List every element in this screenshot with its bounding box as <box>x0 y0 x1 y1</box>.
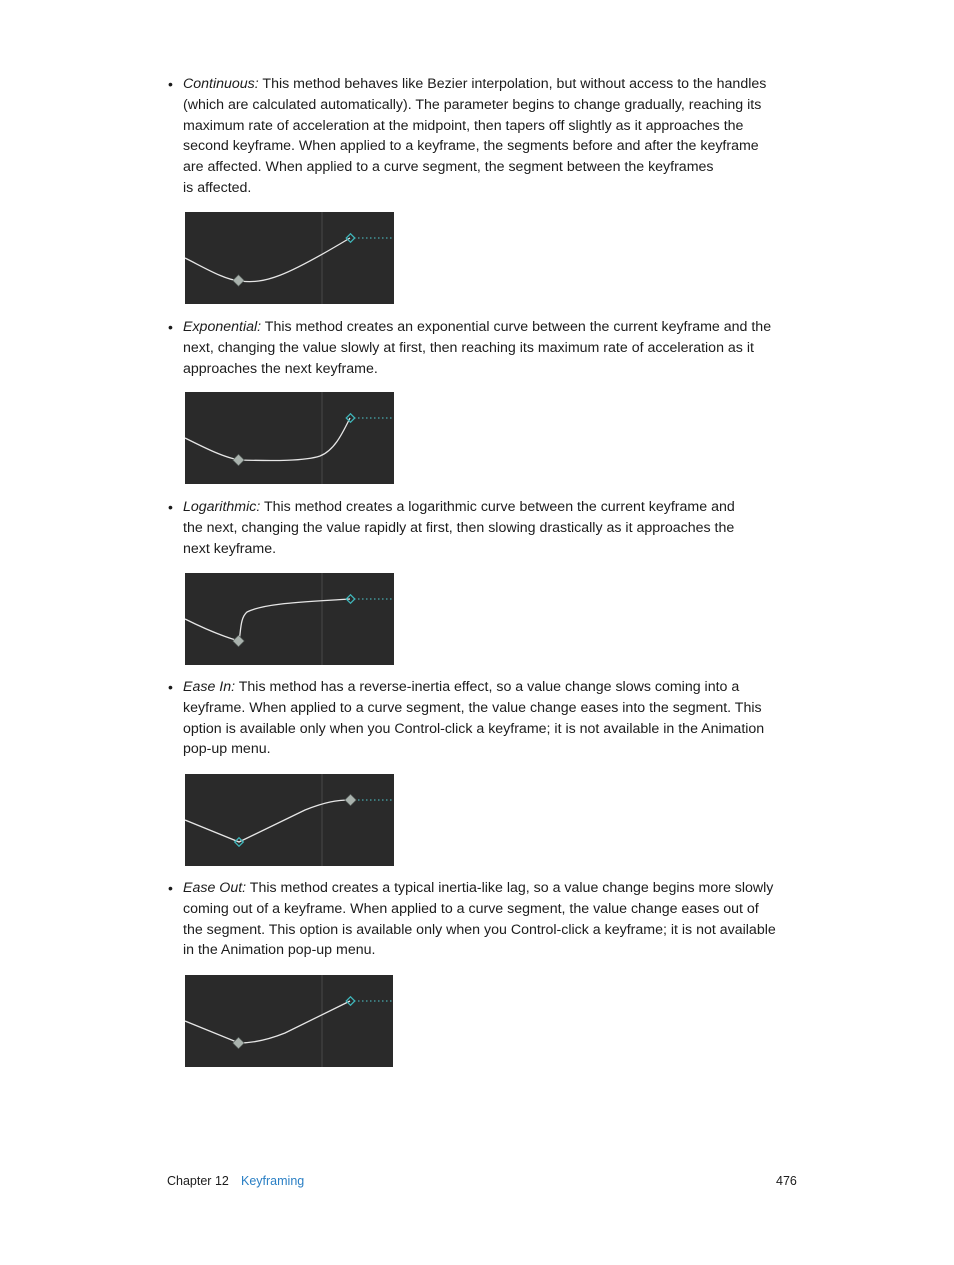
term-exponential: Exponential: <box>183 319 262 335</box>
text-line: are affected. When applied to a curve segment, the segment between the keyframes <box>183 159 714 176</box>
text-line: next, changing the value slowly at first, then reaching its maximum rate of acceleration as it <box>183 339 754 356</box>
term-ease-out: Ease Out: <box>183 880 247 896</box>
term-ease-in: Ease In: <box>183 679 236 695</box>
curve-path <box>185 599 350 641</box>
bullet-logarithmic: • <box>168 499 173 515</box>
text-line: This method has a reverse-inertia effect, so a value change slows coming into a <box>238 679 740 695</box>
selected-keyframe-diamond <box>346 414 354 422</box>
curve-path <box>185 418 350 461</box>
selected-keyframe-diamond <box>346 234 354 242</box>
curve-path <box>185 1001 350 1043</box>
text-line: This method creates a logarithmic curve between the current keyframe and <box>263 499 735 515</box>
curve-path <box>185 238 350 282</box>
text-line: the segment. This option is available only when you Control-click a keyframe; it is not available <box>183 921 776 938</box>
continuous-curve-graph <box>185 212 394 304</box>
paragraph-exponential <box>183 317 798 379</box>
logarithmic-curve-graph <box>185 573 394 665</box>
bullet-ease-in: • <box>168 679 173 695</box>
text-line: pop-up menu. <box>183 741 271 758</box>
text-line: the next, changing the value rapidly at first, then slowing drastically as it approaches the <box>183 519 735 536</box>
text-line: next keyframe. <box>183 540 277 557</box>
text-line: option is available only when you Control-click a keyframe; it is not available in the Animation <box>183 720 765 737</box>
page-number: 476 <box>776 1174 797 1188</box>
term-logarithmic: Logarithmic: <box>183 499 261 515</box>
keyframe-diamond <box>345 794 356 805</box>
text-line: maximum rate of acceleration at the midpoint, then tapers off slightly as it approaches the <box>183 117 744 134</box>
footer-section-link[interactable]: Keyframing <box>241 1174 305 1188</box>
exponential-curve-graph <box>185 392 394 484</box>
text-line: is affected. <box>183 179 252 196</box>
text-line: second keyframe. When applied to a keyframe, the segments before and after the keyframe <box>183 138 759 155</box>
keyframe-diamond <box>233 1037 244 1048</box>
bullet-exponential: • <box>168 319 173 335</box>
text-line: in the Animation pop-up menu. <box>183 942 376 959</box>
text-line: (which are calculated automatically). The parameter begins to change gradually, reaching its <box>183 96 762 113</box>
keyframe-diamond <box>233 454 244 465</box>
text-line: This method creates an exponential curve between the current keyframe and the <box>264 319 772 335</box>
text-line: approaches the next keyframe. <box>183 360 378 377</box>
ease-in-curve-graph <box>185 774 394 866</box>
bullet-continuous: • <box>168 76 173 92</box>
term-continuous: Continuous: <box>183 76 259 92</box>
footer-chapter: Chapter 12 <box>167 1174 229 1188</box>
text-line: This method creates a typical inertia-like lag, so a value change begins more slowly <box>249 880 774 896</box>
paragraph-continuous <box>183 74 798 199</box>
bullet-ease-out: • <box>168 880 173 896</box>
curve-path <box>185 800 350 842</box>
paragraph-ease-in <box>183 677 798 760</box>
paragraph-ease-out <box>183 878 798 961</box>
selected-keyframe-diamond <box>346 997 354 1005</box>
keyframe-diamond <box>233 275 244 286</box>
paragraph-logarithmic <box>183 497 798 559</box>
keyframe-diamond <box>233 635 244 646</box>
text-line: keyframe. When applied to a curve segment, the value change eases into the segment. This <box>183 699 762 716</box>
text-line: This method behaves like Bezier interpolation, but without access to the handles <box>262 76 767 92</box>
ease-out-curve-graph <box>185 975 393 1067</box>
text-line: coming out of a keyframe. When applied to a curve segment, the value change eases out of <box>183 900 759 917</box>
